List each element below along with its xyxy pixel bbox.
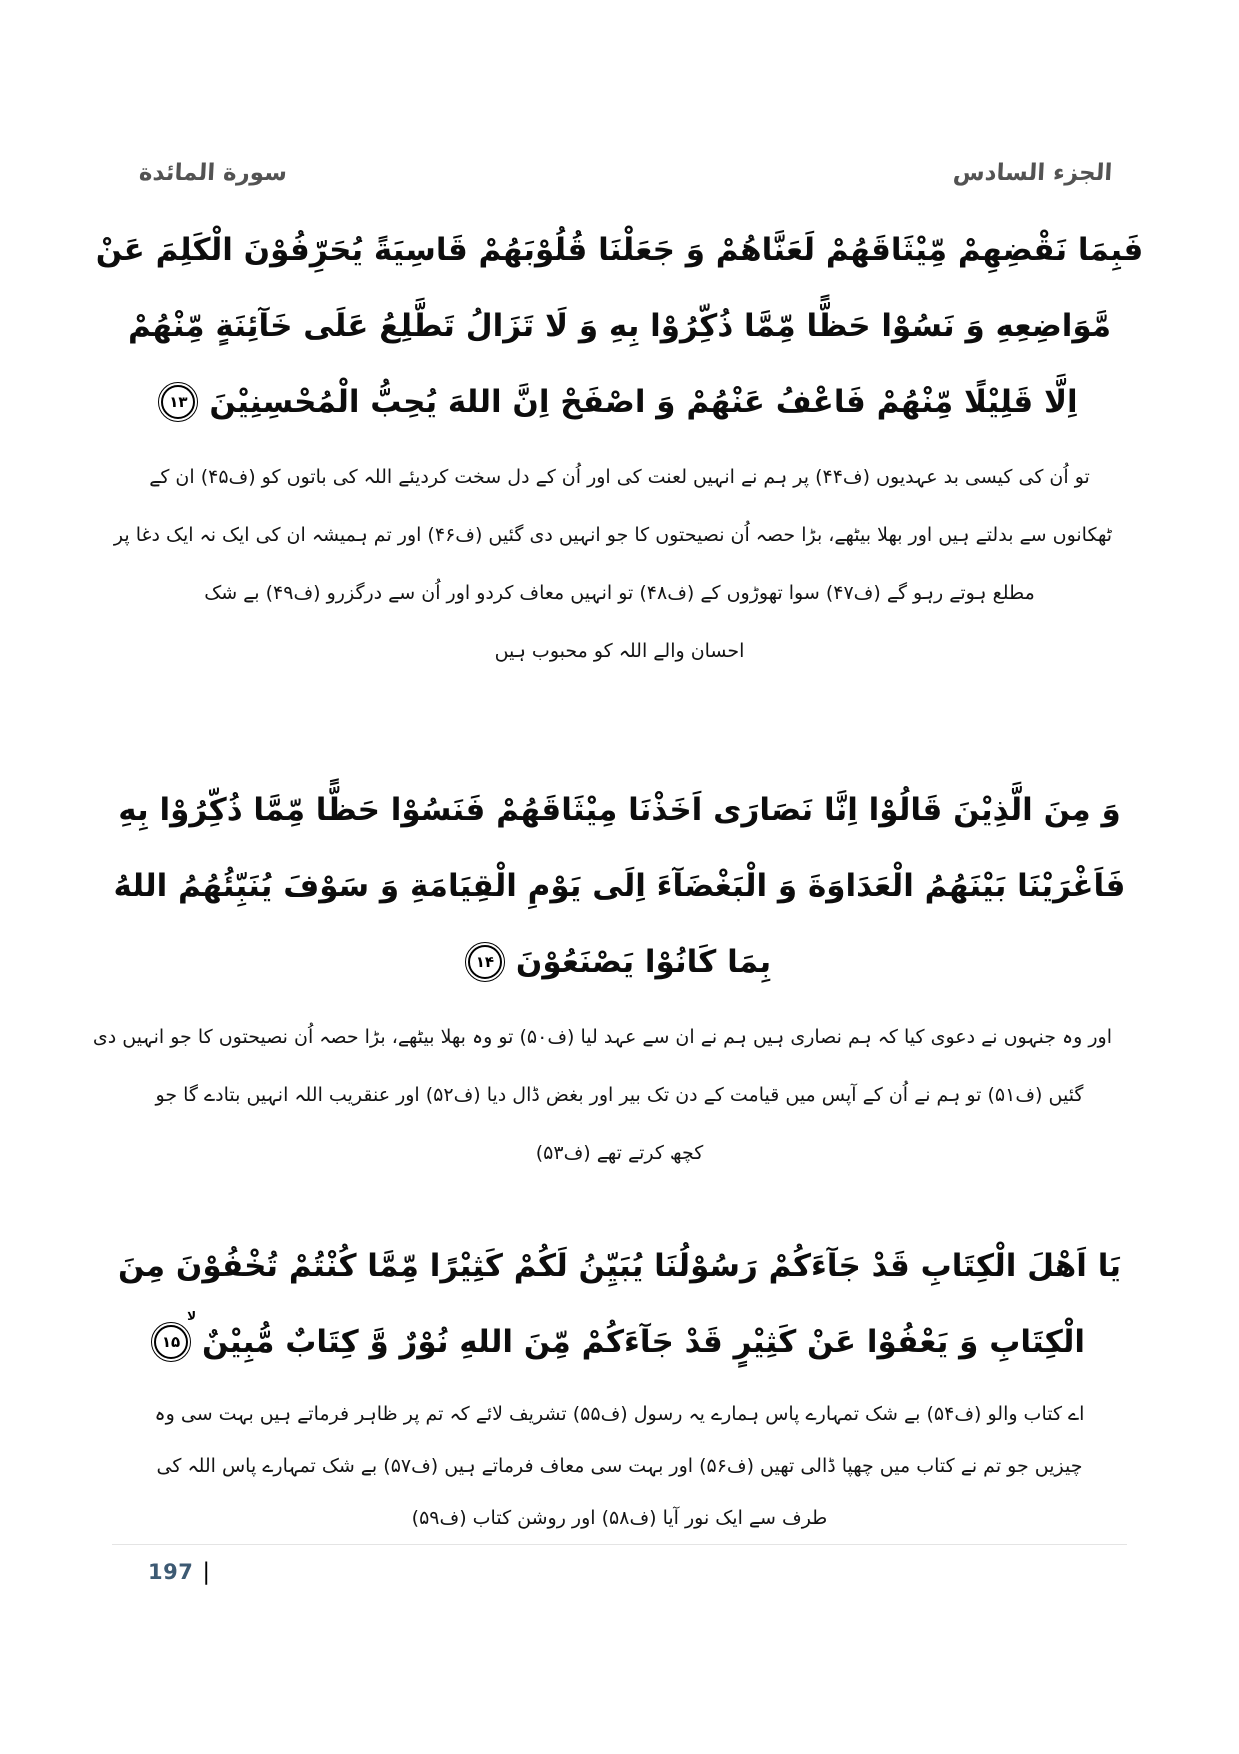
arabic-line xyxy=(127,1304,1112,1380)
ayah-marker-wrap xyxy=(161,385,195,419)
arabic-line xyxy=(127,364,1112,440)
urdu-line: کچھ کرتے تھے (ف۵۳) xyxy=(535,1142,704,1164)
page-number-row xyxy=(148,1559,1239,1585)
waqf-stop-sign: لا xyxy=(187,1309,197,1323)
arabic-line xyxy=(127,288,1112,364)
ayah-marker-wrap xyxy=(154,1309,197,1359)
arabic-line xyxy=(113,848,1126,924)
urdu-line: چیزیں جو تم نے کتاب میں چھپا ڈالی تھیں (ف۵۶) اور بہت سی معاف فرماتے ہیں (ف۵۷) بے شک تمہارے پاس اللہ کی xyxy=(156,1455,1083,1477)
ayah-number-ornament: ۱۵ xyxy=(154,1325,188,1359)
arabic-verse-14 xyxy=(113,772,1126,1000)
urdu-translation-14 xyxy=(92,1008,1112,1182)
arabic-text: فَبِمَا نَقْضِهِمْ مِّيْثَاقَهُمْ لَعَنَّاهُمْ وَ جَعَلْنَا قُلُوْبَهُمْ قَاسِيَةً يُحَرِّفُوْنَ الْكَلِمَ عَنْ xyxy=(95,232,1144,268)
urdu-line: اور وہ جنہوں نے دعوی کیا کہ ہم نصاری ہیں ہم نے ان سے عہد لیا (ف۵۰) تو وہ بھلا بیٹھے، بڑا حصہ اُن نصیحتوں کا جو انہیں دی xyxy=(92,1026,1112,1048)
page-number-separator: | xyxy=(202,1559,211,1585)
urdu-line: طرف سے ایک نور آیا (ف۵۸) اور روشن کتاب (ف۵۹) xyxy=(411,1507,828,1529)
arabic-verse-15 xyxy=(117,1228,1121,1380)
arabic-line xyxy=(95,212,1144,288)
arabic-line xyxy=(118,772,1121,848)
urdu-line: گئیں (ف۵۱) تو ہم نے اُن کے آپس میں قیامت کے دن تک بیر اور بغض ڈال دیا (ف۵۲) اور عنقریب اللہ انہیں بتادے گا جو xyxy=(155,1084,1084,1106)
page-footer xyxy=(0,1544,1239,1585)
footer-divider xyxy=(112,1544,1127,1545)
urdu-line: تو اُن کی کیسی بد عہدیوں (ف۴۴) پر ہم نے انہیں لعنت کی اور اُن کے دل سخت کردیئے اللہ کی باتوں کو (ف۴۵) ان کے xyxy=(149,466,1090,488)
juz-title-calligraphy: الجزء السادس xyxy=(952,160,1113,186)
surah-title-calligraphy: سورة المائدة xyxy=(138,160,288,186)
page-content xyxy=(92,0,1144,1544)
arabic-verse-13 xyxy=(95,212,1144,440)
arabic-text: اِلَّا قَلِيْلًا مِّنْهُمْ فَاعْفُ عَنْهُمْ وَ اصْفَحْ اِنَّ اللهَ يُحِبُّ الْمُحْسِنِيْنَ xyxy=(209,384,1078,420)
arabic-text: وَ مِنَ الَّذِيْنَ قَالُوْا اِنَّا نَصَارَى اَخَذْنَا مِيْثَاقَهُمْ فَنَسُوْا حَظًّا مِّمَّا ذُكِّرُوْا بِهِ xyxy=(118,792,1121,828)
arabic-text: يَا اَهْلَ الْكِتَابِ قَدْ جَآءَكُمْ رَسُوْلُنَا يُبَيِّنُ لَكُمْ كَثِيْرًا مِّمَّا كُنْتُمْ تُخْفُوْنَ مِنَ xyxy=(117,1248,1121,1284)
verse-block-15 xyxy=(117,1228,1121,1544)
arabic-text: مَّوَاضِعِهِ وَ نَسُوْا حَظًّا مِّمَّا ذُكِّرُوْا بِهِ وَ لَا تَزَالُ تَطَّلِعُ عَلَى خَآئِنَةٍ مِّنْهُمْ xyxy=(127,308,1112,344)
ayah-number-ornament: ۱۴ xyxy=(468,945,502,979)
urdu-translation-13 xyxy=(113,448,1112,680)
ayah-number-ornament: ۱۳ xyxy=(161,385,195,419)
arabic-line xyxy=(127,924,1112,1000)
urdu-line: ٹھکانوں سے بدلتے ہیں اور بھلا بیٹھے، بڑا حصہ اُن نصیحتوں کا جو انہیں دی گئیں (ف۴۶) اور تم ہمیشہ ان کی ایک نہ ایک دغا پر xyxy=(113,524,1112,546)
page-header xyxy=(127,0,1112,186)
arabic-text: بِمَا كَانُوْا يَصْنَعُوْنَ xyxy=(515,944,772,980)
verse-block-14 xyxy=(92,772,1126,1182)
arabic-line xyxy=(117,1228,1121,1304)
ayah-marker-wrap xyxy=(468,945,502,979)
urdu-line: احسان والے اللہ کو محبوب ہیں xyxy=(494,640,745,662)
urdu-line: اے کتاب والو (ف۵۴) بے شک تمہارے پاس ہمارے یہ رسول (ف۵۵) تشریف لائے کہ تم پر ظاہر فرماتے ہیں بہت سی وہ xyxy=(154,1403,1085,1425)
arabic-text: الْكِتَابِ وَ يَعْفُوْا عَنْ كَثِيْرٍ قَدْ جَآءَكُمْ مِّنَ اللهِ نُوْرٌ وَّ كِتَابٌ مُّبِيْنٌ xyxy=(202,1324,1085,1360)
arabic-text: فَاَغْرَيْنَا بَيْنَهُمُ الْعَدَاوَةَ وَ الْبَغْضَآءَ اِلَى يَوْمِ الْقِيَامَةِ وَ سَوْفَ يُنَبِّئُهُمُ اللهُ xyxy=(113,868,1126,904)
page-number: 197 xyxy=(148,1560,194,1584)
urdu-line: مطلع ہوتے رہو گے (ف۴۷) سوا تھوڑوں کے (ف۴۸) تو انہیں معاف کردو اور اُن سے درگزرو (ف۴۹) بے شک xyxy=(204,582,1035,604)
urdu-translation-15 xyxy=(127,1388,1112,1544)
verse-block-13 xyxy=(95,212,1144,680)
